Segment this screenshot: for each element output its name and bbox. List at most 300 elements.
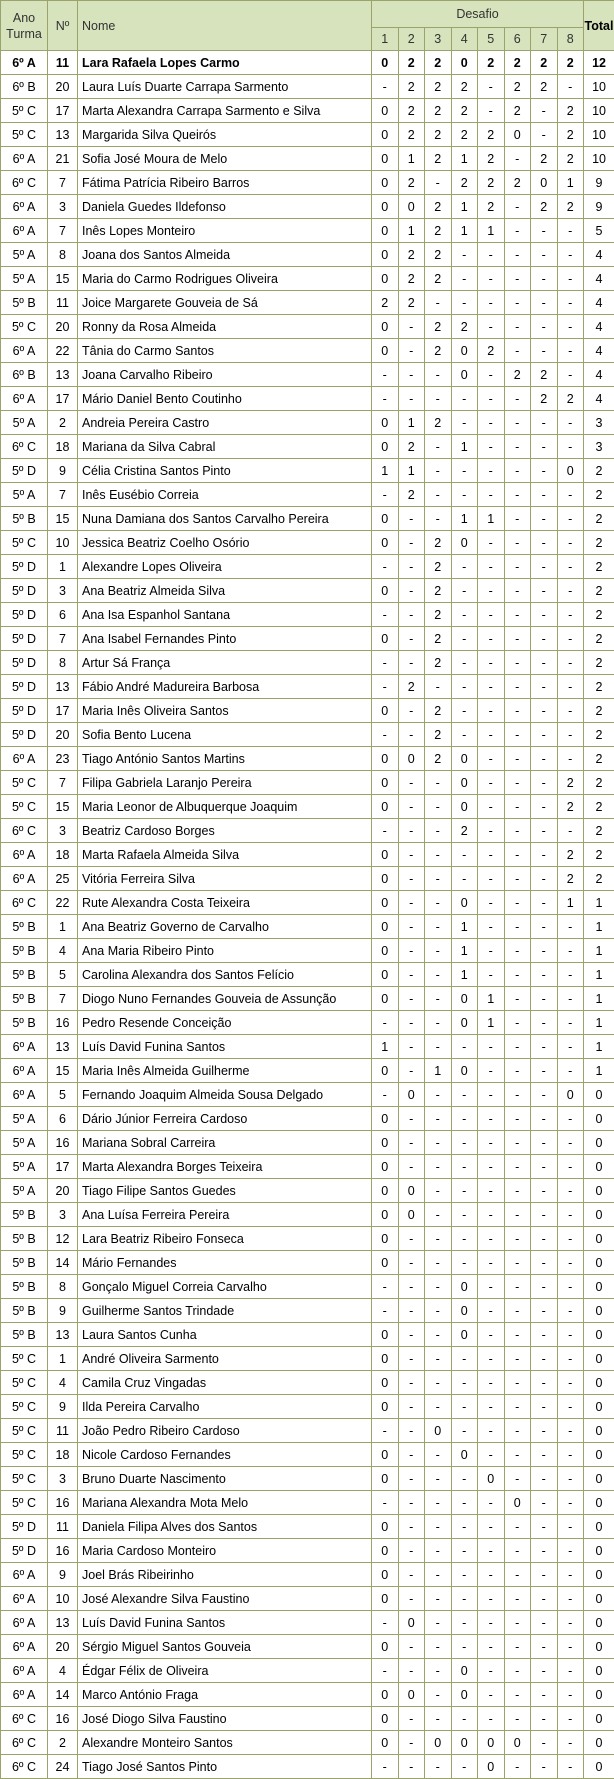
cell-desafio-1: 0 (372, 747, 399, 771)
cell-desafio-1: 0 (372, 171, 399, 195)
cell-nome: Joel Brás Ribeirinho (78, 1563, 372, 1587)
cell-desafio-6: - (504, 339, 531, 363)
cell-ano-turma: 5º A (1, 1107, 48, 1131)
cell-ano-turma: 5º C (1, 771, 48, 795)
cell-desafio-6: - (504, 1419, 531, 1443)
cell-ano-turma: 6º C (1, 435, 48, 459)
cell-ano-turma: 5º B (1, 1011, 48, 1035)
cell-desafio-1: 1 (372, 459, 399, 483)
cell-numero: 23 (48, 747, 78, 771)
cell-desafio-5: - (478, 363, 505, 387)
cell-desafio-6: - (504, 267, 531, 291)
cell-numero: 10 (48, 531, 78, 555)
cell-desafio-1: - (372, 555, 399, 579)
cell-desafio-3: - (425, 1563, 452, 1587)
cell-numero: 13 (48, 675, 78, 699)
cell-desafio-6: - (504, 843, 531, 867)
cell-ano-turma: 5º C (1, 795, 48, 819)
cell-total: 1 (584, 1059, 614, 1083)
table-row (1, 243, 614, 267)
cell-desafio-6: 2 (504, 171, 531, 195)
table-row (1, 1419, 614, 1443)
cell-desafio-5: 2 (478, 51, 505, 75)
cell-desafio-8: - (557, 507, 584, 531)
cell-nome: Dário Júnior Ferreira Cardoso (78, 1107, 372, 1131)
cell-desafio-5: - (478, 483, 505, 507)
table-row (1, 843, 614, 867)
cell-desafio-3: - (425, 1011, 452, 1035)
cell-nome: Sofia José Moura de Melo (78, 147, 372, 171)
cell-ano-turma: 5º C (1, 531, 48, 555)
cell-desafio-2: - (398, 1539, 425, 1563)
cell-desafio-1: 0 (372, 867, 399, 891)
cell-desafio-5: - (478, 675, 505, 699)
cell-numero: 15 (48, 267, 78, 291)
cell-desafio-5: - (478, 723, 505, 747)
table-row (1, 747, 614, 771)
cell-desafio-7: - (531, 1347, 558, 1371)
table-row (1, 915, 614, 939)
cell-total: 9 (584, 195, 614, 219)
cell-desafio-5: - (478, 843, 505, 867)
cell-desafio-5: - (478, 867, 505, 891)
cell-ano-turma: 6º A (1, 1563, 48, 1587)
header-nome: Nome (78, 1, 372, 51)
cell-desafio-5: - (478, 387, 505, 411)
cell-desafio-7: - (531, 675, 558, 699)
cell-numero: 20 (48, 315, 78, 339)
cell-desafio-3: - (425, 963, 452, 987)
cell-desafio-3: - (425, 1203, 452, 1227)
cell-desafio-6: - (504, 699, 531, 723)
cell-desafio-4: 1 (451, 939, 478, 963)
cell-desafio-6: - (504, 1083, 531, 1107)
cell-desafio-1: 0 (372, 699, 399, 723)
cell-desafio-7: - (531, 699, 558, 723)
cell-desafio-1: - (372, 723, 399, 747)
cell-desafio-2: - (398, 1131, 425, 1155)
cell-desafio-4: - (451, 603, 478, 627)
cell-total: 0 (584, 1155, 614, 1179)
cell-desafio-2: - (398, 555, 425, 579)
cell-total: 2 (584, 507, 614, 531)
table-row (1, 891, 614, 915)
cell-total: 3 (584, 411, 614, 435)
cell-desafio-7: 2 (531, 51, 558, 75)
cell-desafio-1: 0 (372, 1731, 399, 1755)
cell-desafio-5: - (478, 1179, 505, 1203)
cell-nome: Marta Alexandra Borges Teixeira (78, 1155, 372, 1179)
cell-desafio-8: - (557, 1251, 584, 1275)
cell-desafio-4: - (451, 1203, 478, 1227)
table-row (1, 627, 614, 651)
cell-total: 0 (584, 1419, 614, 1443)
cell-desafio-1: 0 (372, 795, 399, 819)
cell-desafio-8: - (557, 1611, 584, 1635)
cell-total: 0 (584, 1203, 614, 1227)
cell-desafio-6: - (504, 219, 531, 243)
cell-desafio-1: - (372, 387, 399, 411)
cell-desafio-7: - (531, 1419, 558, 1443)
cell-numero: 3 (48, 1467, 78, 1491)
cell-desafio-2: - (398, 1515, 425, 1539)
cell-desafio-2: - (398, 627, 425, 651)
cell-desafio-2: 0 (398, 1611, 425, 1635)
table-row (1, 963, 614, 987)
cell-nome: Vitória Ferreira Silva (78, 867, 372, 891)
cell-desafio-1: 0 (372, 987, 399, 1011)
cell-desafio-8: - (557, 1179, 584, 1203)
table-row (1, 939, 614, 963)
cell-ano-turma: 6º A (1, 867, 48, 891)
cell-numero: 14 (48, 1683, 78, 1707)
cell-desafio-5: - (478, 459, 505, 483)
cell-total: 0 (584, 1707, 614, 1731)
cell-ano-turma: 5º B (1, 291, 48, 315)
cell-desafio-4: - (451, 579, 478, 603)
cell-ano-turma: 5º D (1, 723, 48, 747)
cell-ano-turma: 5º B (1, 939, 48, 963)
cell-numero: 16 (48, 1707, 78, 1731)
cell-ano-turma: 6º C (1, 819, 48, 843)
cell-desafio-1: - (372, 363, 399, 387)
cell-ano-turma: 5º B (1, 1299, 48, 1323)
cell-desafio-7: - (531, 123, 558, 147)
cell-total: 4 (584, 267, 614, 291)
cell-desafio-4: 1 (451, 147, 478, 171)
cell-desafio-2: - (398, 603, 425, 627)
cell-desafio-8: 2 (557, 843, 584, 867)
cell-desafio-2: - (398, 1443, 425, 1467)
cell-nome: Lara Beatriz Ribeiro Fonseca (78, 1227, 372, 1251)
cell-desafio-8: - (557, 819, 584, 843)
cell-numero: 17 (48, 387, 78, 411)
cell-desafio-7: - (531, 243, 558, 267)
cell-desafio-2: - (398, 819, 425, 843)
cell-nome: Mário Fernandes (78, 1251, 372, 1275)
cell-desafio-1: 0 (372, 1251, 399, 1275)
cell-desafio-3: - (425, 1251, 452, 1275)
cell-desafio-7: 2 (531, 195, 558, 219)
cell-desafio-2: 0 (398, 195, 425, 219)
cell-numero: 9 (48, 1563, 78, 1587)
cell-desafio-4: - (451, 1179, 478, 1203)
cell-desafio-3: - (425, 1587, 452, 1611)
cell-desafio-1: 0 (372, 339, 399, 363)
cell-desafio-2: - (398, 963, 425, 987)
cell-desafio-6: 0 (504, 1731, 531, 1755)
cell-numero: 7 (48, 219, 78, 243)
cell-desafio-6: - (504, 459, 531, 483)
cell-desafio-5: - (478, 1443, 505, 1467)
cell-desafio-3: - (425, 1131, 452, 1155)
table-row (1, 1275, 614, 1299)
cell-total: 0 (584, 1611, 614, 1635)
table-row (1, 1251, 614, 1275)
cell-desafio-7: - (531, 531, 558, 555)
cell-desafio-4: 0 (451, 1659, 478, 1683)
cell-total: 1 (584, 1011, 614, 1035)
table-row (1, 579, 614, 603)
cell-desafio-6: 2 (504, 51, 531, 75)
cell-desafio-7: - (531, 1299, 558, 1323)
cell-total: 12 (584, 51, 614, 75)
cell-desafio-6: - (504, 867, 531, 891)
cell-desafio-7: - (531, 915, 558, 939)
cell-desafio-2: - (398, 1227, 425, 1251)
cell-nome: Filipa Gabriela Laranjo Pereira (78, 771, 372, 795)
table-row (1, 483, 614, 507)
cell-desafio-1: 0 (372, 1683, 399, 1707)
cell-desafio-7: 2 (531, 75, 558, 99)
cell-desafio-4: 2 (451, 819, 478, 843)
cell-desafio-4: - (451, 699, 478, 723)
cell-desafio-1: - (372, 1659, 399, 1683)
cell-desafio-7: - (531, 963, 558, 987)
cell-desafio-6: - (504, 771, 531, 795)
cell-nome: Tiago Filipe Santos Guedes (78, 1179, 372, 1203)
cell-desafio-5: 0 (478, 1467, 505, 1491)
cell-desafio-1: 0 (372, 195, 399, 219)
cell-desafio-6: - (504, 507, 531, 531)
cell-numero: 6 (48, 603, 78, 627)
cell-nome: Tânia do Carmo Santos (78, 339, 372, 363)
cell-desafio-8: 2 (557, 195, 584, 219)
cell-desafio-4: 2 (451, 171, 478, 195)
cell-desafio-8: - (557, 1371, 584, 1395)
cell-ano-turma: 5º D (1, 1515, 48, 1539)
cell-nome: Andreia Pereira Castro (78, 411, 372, 435)
cell-desafio-6: - (504, 1011, 531, 1035)
table-row (1, 651, 614, 675)
cell-desafio-6: - (504, 1035, 531, 1059)
cell-nome: Maria Leonor de Albuquerque Joaquim (78, 795, 372, 819)
cell-total: 1 (584, 963, 614, 987)
cell-desafio-6: - (504, 795, 531, 819)
cell-desafio-7: - (531, 843, 558, 867)
cell-desafio-2: 0 (398, 1179, 425, 1203)
cell-ano-turma: 6º A (1, 1659, 48, 1683)
cell-total: 2 (584, 603, 614, 627)
cell-desafio-3: - (425, 1299, 452, 1323)
cell-desafio-4: 2 (451, 75, 478, 99)
header-numero: Nº (48, 1, 78, 51)
cell-desafio-2: - (398, 987, 425, 1011)
cell-desafio-2: - (398, 1155, 425, 1179)
cell-desafio-8: - (557, 1107, 584, 1131)
cell-desafio-4: 0 (451, 771, 478, 795)
cell-desafio-4: 1 (451, 507, 478, 531)
table-row (1, 1011, 614, 1035)
cell-numero: 4 (48, 939, 78, 963)
cell-nome: Ana Luísa Ferreira Pereira (78, 1203, 372, 1227)
cell-total: 1 (584, 939, 614, 963)
cell-nome: Laura Santos Cunha (78, 1323, 372, 1347)
cell-ano-turma: 6º C (1, 171, 48, 195)
cell-desafio-3: - (425, 1035, 452, 1059)
cell-total: 0 (584, 1179, 614, 1203)
cell-desafio-8: - (557, 1587, 584, 1611)
cell-desafio-6: - (504, 1635, 531, 1659)
cell-desafio-8: - (557, 1731, 584, 1755)
cell-ano-turma: 5º A (1, 267, 48, 291)
cell-desafio-1: 0 (372, 963, 399, 987)
cell-desafio-5: - (478, 1539, 505, 1563)
table-row (1, 819, 614, 843)
cell-desafio-1: 0 (372, 507, 399, 531)
cell-total: 1 (584, 1035, 614, 1059)
cell-total: 0 (584, 1227, 614, 1251)
cell-desafio-2: - (398, 1323, 425, 1347)
cell-numero: 11 (48, 51, 78, 75)
cell-total: 0 (584, 1587, 614, 1611)
cell-desafio-6: - (504, 555, 531, 579)
cell-desafio-1: - (372, 675, 399, 699)
cell-nome: Rute Alexandra Costa Teixeira (78, 891, 372, 915)
cell-desafio-5: 1 (478, 507, 505, 531)
cell-total: 2 (584, 483, 614, 507)
cell-desafio-4: - (451, 483, 478, 507)
cell-desafio-6: 2 (504, 363, 531, 387)
cell-desafio-7: - (531, 1011, 558, 1035)
cell-total: 0 (584, 1563, 614, 1587)
cell-desafio-5: 2 (478, 147, 505, 171)
cell-desafio-3: - (425, 1083, 452, 1107)
cell-desafio-5: - (478, 555, 505, 579)
cell-desafio-5: - (478, 771, 505, 795)
cell-desafio-1: 0 (372, 1635, 399, 1659)
header-total: Total (584, 1, 614, 51)
cell-desafio-7: - (531, 1275, 558, 1299)
cell-desafio-3: 2 (425, 99, 452, 123)
cell-desafio-1: 0 (372, 1059, 399, 1083)
cell-nome: Mariana Sobral Carreira (78, 1131, 372, 1155)
cell-desafio-3: 2 (425, 51, 452, 75)
cell-desafio-4: 0 (451, 1299, 478, 1323)
cell-desafio-3: - (425, 1683, 452, 1707)
cell-ano-turma: 5º A (1, 1131, 48, 1155)
cell-total: 2 (584, 723, 614, 747)
cell-desafio-1: - (372, 1011, 399, 1035)
cell-desafio-6: - (504, 1563, 531, 1587)
table-row (1, 363, 614, 387)
cell-total: 2 (584, 531, 614, 555)
cell-desafio-5: - (478, 963, 505, 987)
cell-desafio-4: - (451, 1635, 478, 1659)
cell-desafio-1: 0 (372, 315, 399, 339)
cell-desafio-7: - (531, 1635, 558, 1659)
cell-nome: Ana Beatriz Governo de Carvalho (78, 915, 372, 939)
cell-desafio-3: - (425, 1371, 452, 1395)
cell-desafio-2: - (398, 1395, 425, 1419)
cell-desafio-2: 2 (398, 291, 425, 315)
cell-desafio-6: - (504, 195, 531, 219)
cell-desafio-3: - (425, 675, 452, 699)
cell-desafio-6: - (504, 891, 531, 915)
cell-desafio-2: 1 (398, 147, 425, 171)
cell-desafio-7: - (531, 555, 558, 579)
cell-nome: Ana Maria Ribeiro Pinto (78, 939, 372, 963)
cell-desafio-3: 2 (425, 747, 452, 771)
cell-desafio-5: - (478, 1107, 505, 1131)
cell-desafio-1: 0 (372, 1227, 399, 1251)
table-row (1, 219, 614, 243)
cell-desafio-3: - (425, 1659, 452, 1683)
table-row (1, 1491, 614, 1515)
cell-total: 0 (584, 1251, 614, 1275)
cell-numero: 17 (48, 699, 78, 723)
cell-desafio-7: - (531, 219, 558, 243)
cell-desafio-1: 0 (372, 1539, 399, 1563)
cell-desafio-6: - (504, 147, 531, 171)
cell-desafio-8: - (557, 555, 584, 579)
cell-nome: Bruno Duarte Nascimento (78, 1467, 372, 1491)
cell-nome: Ilda Pereira Carvalho (78, 1395, 372, 1419)
cell-numero: 8 (48, 243, 78, 267)
cell-ano-turma: 5º D (1, 555, 48, 579)
cell-numero: 13 (48, 123, 78, 147)
cell-desafio-3: 2 (425, 723, 452, 747)
cell-desafio-1: - (372, 483, 399, 507)
cell-total: 2 (584, 627, 614, 651)
cell-desafio-8: - (557, 267, 584, 291)
cell-total: 2 (584, 651, 614, 675)
cell-desafio-8: - (557, 1491, 584, 1515)
table-row (1, 1155, 614, 1179)
cell-desafio-4: - (451, 1131, 478, 1155)
table-row (1, 1467, 614, 1491)
cell-total: 10 (584, 75, 614, 99)
table-row (1, 411, 614, 435)
cell-desafio-3: 2 (425, 555, 452, 579)
cell-desafio-1: 0 (372, 99, 399, 123)
cell-desafio-5: - (478, 891, 505, 915)
cell-desafio-3: 2 (425, 531, 452, 555)
table-row (1, 51, 614, 75)
cell-desafio-8: - (557, 1227, 584, 1251)
cell-desafio-6: - (504, 963, 531, 987)
table-row (1, 1371, 614, 1395)
cell-desafio-1: 0 (372, 1371, 399, 1395)
cell-total: 4 (584, 363, 614, 387)
cell-desafio-7: - (531, 627, 558, 651)
cell-desafio-4: - (451, 1395, 478, 1419)
cell-desafio-1: 0 (372, 1515, 399, 1539)
cell-desafio-3: - (425, 483, 452, 507)
cell-nome: Mariana da Silva Cabral (78, 435, 372, 459)
cell-desafio-1: - (372, 1491, 399, 1515)
cell-desafio-4: 0 (451, 363, 478, 387)
cell-desafio-7: - (531, 1563, 558, 1587)
cell-desafio-4: - (451, 1755, 478, 1779)
cell-numero: 18 (48, 1443, 78, 1467)
cell-numero: 4 (48, 1659, 78, 1683)
cell-desafio-5: - (478, 1659, 505, 1683)
cell-desafio-4: 0 (451, 1731, 478, 1755)
cell-desafio-1: 0 (372, 123, 399, 147)
cell-numero: 20 (48, 75, 78, 99)
cell-total: 4 (584, 243, 614, 267)
cell-ano-turma: 5º C (1, 1419, 48, 1443)
cell-desafio-8: - (557, 963, 584, 987)
cell-desafio-1: 0 (372, 1203, 399, 1227)
cell-desafio-6: - (504, 819, 531, 843)
table-row (1, 195, 614, 219)
cell-desafio-6: - (504, 387, 531, 411)
cell-desafio-2: - (398, 1587, 425, 1611)
cell-desafio-3: - (425, 915, 452, 939)
cell-nome: Marta Alexandra Carrapa Sarmento e Silva (78, 99, 372, 123)
